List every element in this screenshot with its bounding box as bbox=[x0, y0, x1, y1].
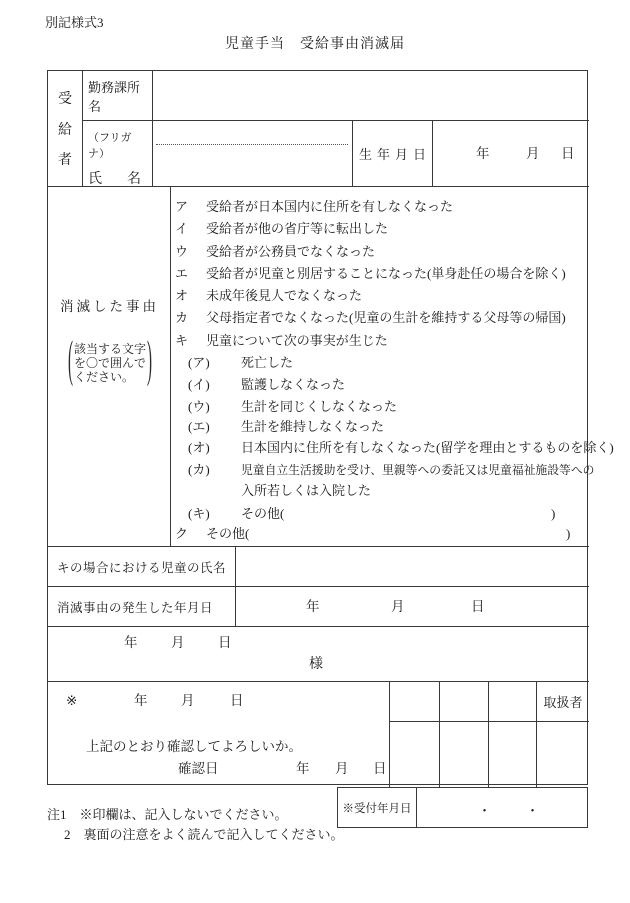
handler-label: 取扱者 bbox=[536, 682, 589, 722]
reason-option-ku[interactable] bbox=[171, 525, 588, 543]
note-1: 注1 ※印欄は、記入しないでください。 bbox=[47, 807, 288, 822]
instruction-line: を〇で囲んで bbox=[73, 356, 146, 370]
reason-suboption-a[interactable] bbox=[171, 354, 588, 372]
occurrence-row bbox=[48, 586, 589, 626]
reason-marker: (エ) bbox=[188, 419, 210, 434]
reason-suboption-ki[interactable] bbox=[171, 505, 588, 523]
year-unit: 年 bbox=[306, 599, 320, 614]
office-use-section bbox=[48, 681, 589, 786]
birthdate-field[interactable] bbox=[433, 121, 589, 186]
month-unit: 月 bbox=[335, 761, 349, 776]
circle-instruction bbox=[52, 334, 168, 389]
reason-marker: (カ) bbox=[188, 462, 210, 477]
reason-suboption-ka[interactable] bbox=[171, 461, 595, 479]
day-unit: 日 bbox=[373, 761, 387, 776]
instruction-line: ください。 bbox=[73, 370, 134, 384]
child-name-field[interactable] bbox=[226, 547, 589, 586]
reason-marker: カ bbox=[175, 310, 189, 325]
reason-text: 父母指定者でなくなった(児童の生計を維持する父母等の帰国) bbox=[206, 310, 566, 325]
reason-option-ki[interactable] bbox=[171, 332, 588, 350]
reason-text: 未成年後見人でなくなった bbox=[206, 288, 363, 303]
stamp-box[interactable] bbox=[488, 722, 536, 787]
page-title: 児童手当 受給事由消滅届 bbox=[225, 37, 405, 52]
month-unit: 月 bbox=[526, 146, 540, 161]
reason-text: 受給者が他の省庁等に転出した bbox=[206, 221, 389, 236]
reason-marker: (ア) bbox=[188, 355, 210, 370]
occurrence-date-field[interactable] bbox=[226, 587, 589, 626]
date-dot: ・ bbox=[526, 803, 540, 818]
reason-marker: ク bbox=[175, 526, 189, 541]
reason-text: 日本国内に住所を有しなくなった(留学を理由とするものを除く) bbox=[241, 440, 614, 455]
day-unit: 日 bbox=[471, 599, 485, 614]
reason-text: 生計を維持しなくなった bbox=[241, 419, 385, 434]
reasons-section bbox=[48, 186, 614, 546]
reason-text: 受給者が日本国内に住所を有しなくなった bbox=[206, 199, 454, 214]
furigana-divider bbox=[156, 144, 348, 145]
reason-option-ka[interactable] bbox=[171, 309, 588, 327]
month-unit: 月 bbox=[171, 635, 185, 650]
birthdate-label: 生年月日 bbox=[353, 121, 433, 186]
reason-suboption-o[interactable] bbox=[171, 439, 614, 457]
reason-marker: イ bbox=[175, 221, 189, 236]
reason-option-e[interactable] bbox=[171, 265, 588, 283]
recipient-label-char: 者 bbox=[58, 153, 72, 169]
addressee-row[interactable] bbox=[48, 626, 589, 681]
month-unit: 月 bbox=[391, 599, 405, 614]
child-name-label: キの場合における児童の氏名 bbox=[48, 547, 236, 586]
furigana-label: （フリガナ） bbox=[88, 132, 132, 160]
occurrence-label: 消滅事由の発生した年月日 bbox=[48, 587, 236, 626]
reason-marker: (キ) bbox=[188, 506, 210, 521]
reception-label: ※受付年月日 bbox=[338, 788, 417, 827]
day-unit: 日 bbox=[561, 146, 575, 161]
reason-marker: ア bbox=[175, 199, 189, 214]
month-unit: 月 bbox=[181, 693, 195, 708]
reason-text: 児童について次の事実が生じた bbox=[206, 333, 388, 348]
reason-text: 受給者が児童と別居することになった(単身赴任の場合を除く) bbox=[206, 266, 566, 281]
addressee-honorific: 様 bbox=[309, 657, 323, 672]
reason-text: 生計を同じくしなくなった bbox=[241, 399, 398, 414]
reason-option-o[interactable] bbox=[171, 287, 588, 305]
main-table bbox=[47, 70, 614, 785]
recipient-label-char: 給 bbox=[58, 122, 72, 138]
year-unit: 年 bbox=[134, 693, 148, 708]
year-unit: 年 bbox=[476, 146, 490, 161]
reason-marker: (イ) bbox=[188, 377, 210, 392]
reasons-label: 消滅した事由 bbox=[60, 299, 159, 314]
close-paren: ) bbox=[566, 526, 571, 541]
reason-suboption-u[interactable] bbox=[171, 398, 588, 416]
stamp-box[interactable] bbox=[439, 682, 488, 722]
reason-text: 児童自立生活援助を受け、里親等への委託又は児童福祉施設等への bbox=[241, 463, 595, 477]
day-unit: 日 bbox=[218, 635, 232, 650]
date-dot: ・ bbox=[478, 803, 492, 818]
reception-date-field[interactable] bbox=[416, 788, 587, 827]
instruction-line: 該当する文字 bbox=[73, 342, 146, 356]
reason-marker: (オ) bbox=[188, 440, 210, 455]
reason-marker: (ウ) bbox=[188, 399, 210, 414]
confirm-date-label: 確認日 bbox=[178, 761, 219, 776]
reason-text: 入所若しくは入院した bbox=[241, 483, 372, 498]
reason-marker: キ bbox=[175, 333, 189, 348]
reception-table bbox=[337, 787, 588, 828]
reason-option-a[interactable] bbox=[171, 198, 588, 216]
note-2: 2 裏面の注意をよく読んで記入してください。 bbox=[64, 827, 344, 842]
reason-marker: エ bbox=[175, 266, 189, 281]
reason-text: その他( bbox=[241, 506, 285, 521]
stamp-box[interactable] bbox=[439, 722, 488, 787]
reason-suboption-ka-cont bbox=[171, 482, 588, 500]
reason-marker: オ bbox=[175, 288, 189, 303]
stamp-box[interactable] bbox=[389, 722, 439, 787]
year-unit: 年 bbox=[296, 761, 310, 776]
reason-suboption-i[interactable] bbox=[171, 376, 588, 394]
day-unit: 日 bbox=[230, 693, 244, 708]
reason-marker: ウ bbox=[175, 244, 189, 259]
recipient-label-char: 受 bbox=[58, 91, 72, 107]
paren-right-icon: ) bbox=[147, 334, 152, 389]
reason-option-i[interactable] bbox=[171, 220, 588, 238]
paren-left-icon: ( bbox=[67, 334, 73, 389]
confirm-question: 上記のとおり確認してよろしいか。 bbox=[86, 739, 302, 754]
handler-stamp-box[interactable] bbox=[536, 722, 589, 787]
child-name-row bbox=[48, 546, 589, 586]
reason-suboption-e[interactable] bbox=[171, 418, 588, 436]
reason-option-u[interactable] bbox=[171, 243, 588, 261]
reason-text: その他( bbox=[206, 526, 250, 541]
name-label-last: 名 bbox=[127, 172, 141, 187]
asterisk-mark: ※ bbox=[66, 693, 78, 708]
name-field[interactable] bbox=[153, 121, 353, 186]
name-label-first: 氏 bbox=[88, 172, 102, 187]
stamp-box[interactable] bbox=[389, 682, 439, 722]
office-name-label: 勤務課所名 bbox=[83, 71, 153, 121]
stamp-box[interactable] bbox=[488, 682, 536, 722]
name-label bbox=[83, 121, 153, 186]
reasons-label-column bbox=[48, 187, 171, 547]
reason-text: 監護しなくなった bbox=[241, 377, 346, 392]
year-unit: 年 bbox=[124, 635, 138, 650]
reason-text: 受給者が公務員でなくなった bbox=[206, 244, 376, 259]
close-paren: ) bbox=[551, 506, 556, 521]
office-name-field[interactable] bbox=[153, 71, 589, 121]
form-code: 別記様式3 bbox=[45, 15, 104, 30]
recipient-vertical-label bbox=[48, 71, 83, 186]
reason-text: 死亡した bbox=[241, 355, 294, 370]
